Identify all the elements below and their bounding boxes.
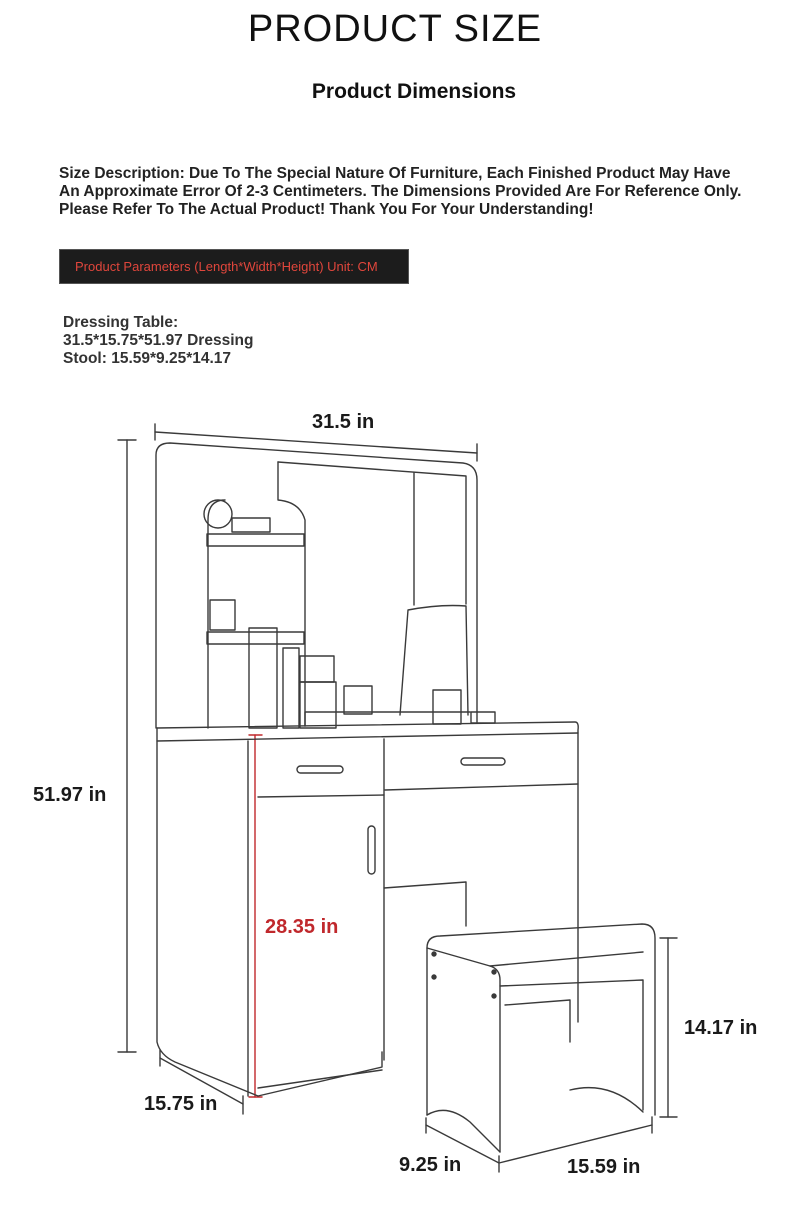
table-height-label: 51.97 in	[33, 784, 107, 806]
specs-line-1: Dressing Table:	[63, 314, 179, 331]
size-description: Size Description: Due To The Special Nature Of Furniture, Each Finished Product May Have An Approximate Error Of 2-3 Centimeters. The Dimensions Provided Are For Reference Only. Please Refer To The Actual Product! Thank You For Your Understanding!	[59, 165, 742, 218]
product-parameters-label: Product Parameters (Length*Width*Height) Unit: CM	[75, 259, 378, 274]
table-depth-label: 15.75 in	[144, 1093, 218, 1115]
table-width-label: 31.5 in	[312, 411, 375, 433]
dressing-table-drawing	[156, 443, 578, 1096]
specs-line-3: Stool: 15.59*9.25*14.17	[63, 350, 232, 367]
stool-depth-label: 9.25 in	[399, 1154, 462, 1176]
stool-height-label: 14.17 in	[684, 1017, 758, 1039]
section-subtitle: Product Dimensions	[311, 80, 517, 103]
stool-width-label: 15.59 in	[567, 1156, 641, 1178]
desk-height-label: 28.35 in	[265, 916, 339, 938]
dimension-lines	[118, 424, 677, 1172]
page-title: PRODUCT SIZE	[247, 8, 543, 50]
specs-line-2: 31.5*15.75*51.97 Dressing	[63, 332, 254, 349]
desk-height-line	[249, 735, 262, 1097]
stool-drawing	[427, 924, 655, 1152]
